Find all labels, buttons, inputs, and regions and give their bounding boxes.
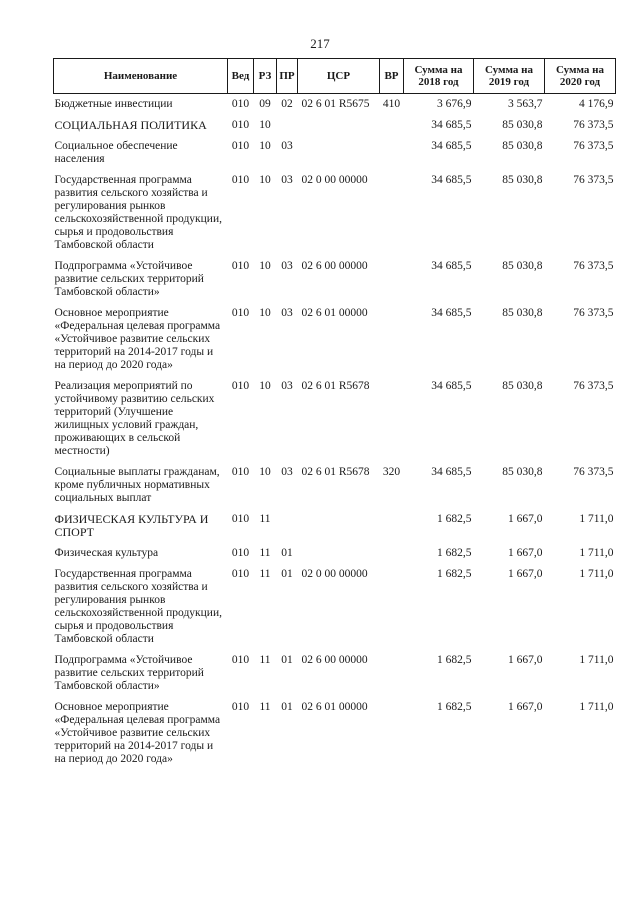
header-ved: Вед	[228, 59, 254, 94]
cell-vr	[380, 544, 404, 565]
cell-sum-2019: 1 667,0	[508, 513, 543, 525]
table-header-row	[54, 59, 616, 94]
cell-ved: 010	[231, 466, 250, 478]
cell-vr: 320	[382, 466, 401, 478]
cell-sum-2018: 34 685,5	[431, 466, 472, 478]
cell-sum-2019: 1 667,0	[508, 568, 543, 580]
cell-ved: 010	[231, 174, 250, 186]
table-row	[54, 544, 616, 565]
cell-ved: 010	[231, 547, 250, 559]
cell-rz: 10	[259, 307, 271, 319]
header-pr: ПР	[277, 59, 298, 94]
cell-sum-2018: 1 682,5	[437, 513, 472, 525]
cell-ved: 010	[231, 701, 250, 713]
cell-pr: 03	[281, 307, 293, 319]
cell-csr: 02 6 01 R5678	[301, 466, 370, 478]
cell-sum-2018: 1 682,5	[437, 568, 472, 580]
cell-sum-2020: 76 373,5	[573, 140, 614, 152]
cell-rz: 10	[259, 260, 271, 272]
cell-csr: 02 6 01 00000	[301, 701, 368, 713]
cell-sum-2018: 1 682,5	[437, 654, 472, 666]
cell-ved: 010	[231, 654, 250, 666]
cell-name: Социальные выплаты гражданам, кроме публичных нормативных социальных выплат	[54, 466, 220, 504]
cell-csr	[298, 510, 380, 544]
header-rz: РЗ	[254, 59, 277, 94]
cell-name: Реализация мероприятий по устойчивому развитию сельских территорий (Улучшение жилищных условий граждан, проживающих в сельской местности)	[54, 380, 215, 457]
cell-sum-2019: 3 563,7	[508, 98, 543, 110]
cell-sum-2020: 76 373,5	[573, 174, 614, 186]
cell-rz: 10	[259, 380, 271, 392]
cell-rz: 10	[259, 174, 271, 186]
table-row	[54, 510, 616, 544]
cell-pr: 03	[281, 140, 293, 152]
cell-sum-2018: 34 685,5	[431, 307, 472, 319]
cell-sum-2018: 34 685,5	[431, 260, 472, 272]
cell-rz: 11	[259, 568, 271, 580]
cell-ved: 010	[231, 307, 250, 319]
cell-sum-2020: 4 176,9	[579, 98, 614, 110]
cell-vr	[380, 377, 404, 463]
table-row	[54, 565, 616, 651]
cell-vr	[380, 510, 404, 544]
cell-vr	[380, 137, 404, 171]
cell-name: Государственная программа развития сельского хозяйства и регулирования рынков сельскохозяйственной продукции, сырья и продовольствия Тамбовской области	[54, 174, 222, 251]
cell-sum-2019: 1 667,0	[508, 547, 543, 559]
cell-sum-2019: 1 667,0	[508, 654, 543, 666]
cell-pr: 02	[281, 98, 293, 110]
header-name: Наименование	[54, 59, 228, 94]
cell-pr	[277, 510, 298, 544]
cell-csr	[298, 544, 380, 565]
cell-sum-2018: 34 685,5	[431, 380, 472, 392]
cell-ved: 010	[231, 140, 250, 152]
cell-sum-2020: 76 373,5	[573, 260, 614, 272]
cell-name: Подпрограмма «Устойчивое развитие сельских территорий Тамбовской области»	[54, 260, 204, 298]
cell-name: Подпрограмма «Устойчивое развитие сельских территорий Тамбовской области»	[54, 654, 204, 692]
cell-sum-2018: 1 682,5	[437, 701, 472, 713]
cell-pr: 01	[281, 568, 293, 580]
cell-csr: 02 6 01 R5678	[301, 380, 370, 392]
cell-pr: 03	[281, 260, 293, 272]
cell-csr	[298, 116, 380, 137]
cell-sum-2019: 85 030,8	[502, 174, 543, 186]
table-row	[54, 137, 616, 171]
cell-vr	[380, 257, 404, 304]
cell-sum-2019: 85 030,8	[502, 307, 543, 319]
cell-rz: 11	[259, 701, 271, 713]
cell-csr: 02 6 00 00000	[301, 654, 368, 666]
cell-name: Основное мероприятие «Федеральная целевая программа «Устойчивое развитие сельских территорий на 2014-2017 годы и на период до 2020 года»	[54, 307, 221, 371]
cell-ved: 010	[231, 119, 250, 131]
cell-pr: 03	[281, 380, 293, 392]
cell-name: Физическая культура	[54, 547, 159, 559]
cell-csr: 02 0 00 00000	[301, 568, 368, 580]
cell-sum-2019: 85 030,8	[502, 119, 543, 131]
cell-csr	[298, 137, 380, 171]
cell-ved: 010	[231, 98, 250, 110]
cell-sum-2020: 76 373,5	[573, 119, 614, 131]
cell-sum-2019: 85 030,8	[502, 260, 543, 272]
table-row	[54, 377, 616, 463]
table-row	[54, 94, 616, 117]
cell-csr: 02 6 01 R5675	[301, 98, 370, 110]
budget-table	[53, 58, 616, 771]
cell-csr: 02 6 01 00000	[301, 307, 368, 319]
cell-name: Основное мероприятие «Федеральная целевая программа «Устойчивое развитие сельских территорий на 2014-2017 годы и на период до 2020 года»	[54, 701, 221, 765]
header-sum-2019: Сумма на 2019 год	[474, 59, 545, 94]
cell-sum-2020: 1 711,0	[579, 513, 614, 525]
cell-sum-2020: 1 711,0	[579, 568, 614, 580]
cell-name: Социальное обеспечение населения	[54, 140, 178, 165]
table-row	[54, 304, 616, 377]
cell-vr: 410	[382, 98, 401, 110]
cell-sum-2019: 1 667,0	[508, 701, 543, 713]
cell-sum-2020: 76 373,5	[573, 380, 614, 392]
cell-vr	[380, 116, 404, 137]
table-row	[54, 257, 616, 304]
cell-ved: 010	[231, 260, 250, 272]
cell-ved: 010	[231, 513, 250, 525]
cell-sum-2019: 85 030,8	[502, 140, 543, 152]
cell-sum-2019: 85 030,8	[502, 466, 543, 478]
cell-rz: 11	[259, 513, 271, 525]
cell-sum-2018: 3 676,9	[437, 98, 472, 110]
table-row	[54, 651, 616, 698]
cell-name: ФИЗИЧЕСКАЯ КУЛЬТУРА И СПОРТ	[54, 512, 209, 539]
cell-vr	[380, 565, 404, 651]
cell-csr: 02 0 00 00000	[301, 174, 368, 186]
cell-rz: 10	[259, 119, 271, 131]
cell-sum-2018: 34 685,5	[431, 174, 472, 186]
cell-sum-2020: 1 711,0	[579, 701, 614, 713]
cell-sum-2018: 34 685,5	[431, 119, 472, 131]
cell-rz: 11	[259, 654, 271, 666]
cell-ved: 010	[231, 568, 250, 580]
cell-rz: 09	[259, 98, 271, 110]
cell-rz: 10	[259, 140, 271, 152]
header-csr: ЦСР	[298, 59, 380, 94]
cell-sum-2020: 1 711,0	[579, 654, 614, 666]
cell-name: СОЦИАЛЬНАЯ ПОЛИТИКА	[54, 118, 207, 132]
cell-name: Государственная программа развития сельского хозяйства и регулирования рынков сельскохозяйственной продукции, сырья и продовольствия Тамбовской области	[54, 568, 222, 645]
cell-vr	[380, 698, 404, 771]
cell-sum-2018: 34 685,5	[431, 140, 472, 152]
cell-sum-2018: 1 682,5	[437, 547, 472, 559]
page-number: 217	[310, 36, 330, 51]
cell-pr: 03	[281, 174, 293, 186]
cell-pr	[277, 116, 298, 137]
cell-sum-2020: 1 711,0	[579, 547, 614, 559]
cell-sum-2019: 85 030,8	[502, 380, 543, 392]
table-row	[54, 463, 616, 510]
table-body	[54, 94, 616, 772]
cell-pr: 01	[281, 654, 293, 666]
cell-name: Бюджетные инвестиции	[54, 98, 173, 110]
cell-vr	[380, 171, 404, 257]
cell-pr: 01	[281, 701, 293, 713]
cell-csr: 02 6 00 00000	[301, 260, 368, 272]
cell-rz: 10	[259, 466, 271, 478]
header-sum-2020: Сумма на 2020 год	[545, 59, 616, 94]
cell-rz: 11	[259, 547, 271, 559]
table-row	[54, 116, 616, 137]
table-row	[54, 171, 616, 257]
header-vr: ВР	[380, 59, 404, 94]
cell-sum-2020: 76 373,5	[573, 466, 614, 478]
table-row	[54, 698, 616, 771]
cell-pr: 03	[281, 466, 293, 478]
cell-ved: 010	[231, 380, 250, 392]
cell-vr	[380, 651, 404, 698]
header-sum-2018: Сумма на 2018 год	[404, 59, 474, 94]
cell-sum-2020: 76 373,5	[573, 307, 614, 319]
cell-vr	[380, 304, 404, 377]
cell-pr: 01	[281, 547, 293, 559]
